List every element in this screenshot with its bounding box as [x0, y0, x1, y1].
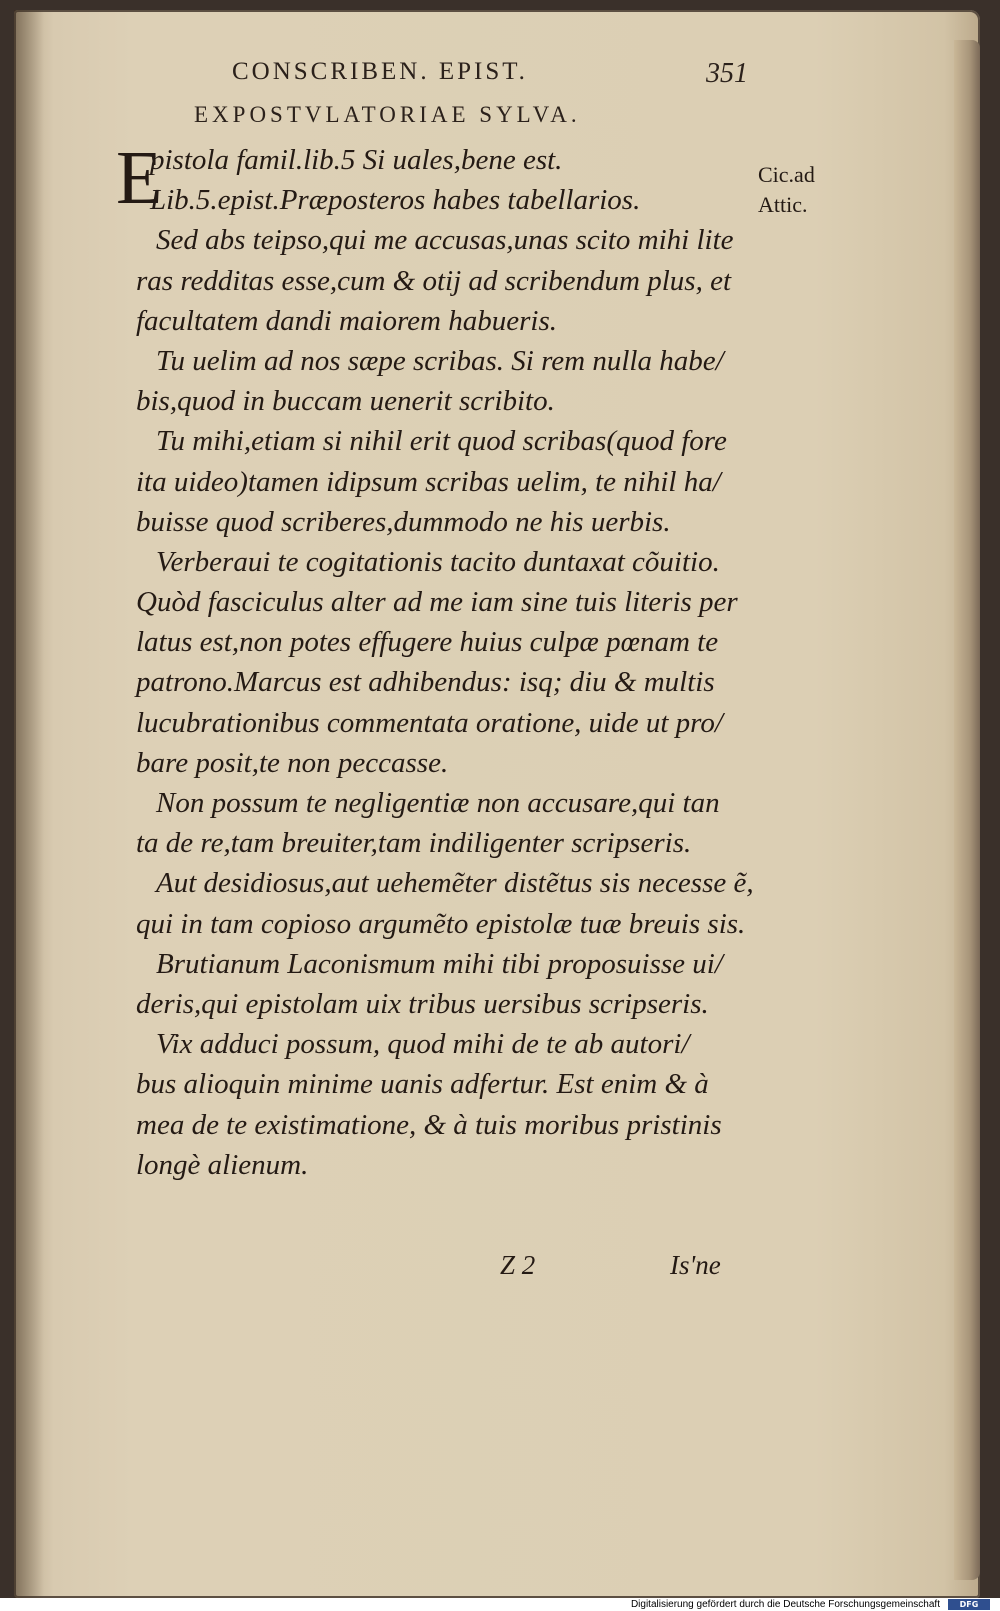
text-line: Sed abs teipso,qui me accusas,unas scito mihi lite — [156, 224, 734, 257]
text-line: bis,quod in buccam uenerit scribito. — [136, 385, 555, 418]
text-line: Brutianum Laconismum mihi tibi proposuisse ui/ — [156, 947, 723, 980]
body-text — [136, 140, 756, 1185]
text-line: latus est,non potes effugere huius culpæ pœnam te — [136, 626, 719, 659]
running-head: CONSCRIBEN. EPIST. — [232, 58, 528, 85]
text-line: ras redditas esse,cum & otij ad scribendum plus, et — [136, 264, 731, 297]
text-line: facultatem dandi maiorem habueris. — [136, 304, 557, 337]
text-line: Aut desidiosus,aut uehemẽter distẽtus sis necesse ẽ, — [156, 867, 754, 900]
digitization-footer — [0, 1598, 1000, 1611]
text-line: Quòd fasciculus alter ad me iam sine tuis literis per — [136, 586, 738, 619]
text-line: Vix adduci possum, quod mihi de te ab autori/ — [156, 1028, 690, 1061]
text-line: Non possum te negligentiæ non accusare,qui tan — [156, 787, 720, 819]
text-line: Lib.5.epist.Præposteros habes tabellarios. — [150, 184, 641, 217]
text-line: lucubrationibus commentata oratione, uide ut pro/ — [136, 706, 723, 739]
text-line: bare posit,te non peccasse. — [136, 746, 449, 779]
text-line: deris,qui epistolam uix tribus uersibus scripseris. — [136, 987, 709, 1020]
page-edge — [954, 40, 980, 1580]
folio-number: 351 — [706, 58, 748, 89]
text-line: pistola famil.lib.5 Si uales,bene est. — [150, 144, 563, 176]
signature-mark: Z 2 — [500, 1250, 536, 1280]
drop-initial: E — [116, 136, 163, 220]
text-line: Tu uelim ad nos sæpe scribas. Si rem nulla habe/ — [156, 344, 724, 377]
margin-note-line: Cic.ad — [758, 162, 815, 187]
text-line: longè alienum. — [136, 1148, 309, 1181]
text-line: patrono.Marcus est adhibendus: isq; diu & multis — [136, 666, 715, 699]
section-title: EXPOSTVLATORIAE SYLVA. — [194, 102, 581, 127]
dfg-logo: DFG — [948, 1599, 990, 1610]
text-line: ta de re,tam breuiter,tam indiligenter scripseris. — [136, 827, 692, 860]
text-line: bus alioquin minime uanis adfertur. Est enim & à — [136, 1068, 709, 1101]
margin-note — [758, 160, 838, 220]
catchword: Is'ne — [670, 1250, 721, 1280]
text-line: ita uideo)tamen idipsum scribas uelim, te nihil ha/ — [136, 465, 721, 498]
text-line: qui in tam copioso argumẽto epistolæ tuæ breuis sis. — [136, 907, 746, 940]
footer-credit: Digitalisierung gefördert durch die Deutsche Forschungsgemeinschaft — [630, 1599, 940, 1610]
page-foot — [500, 1250, 760, 1290]
text-line: Verberaui te cogitationis tacito duntaxat cõuitio. — [156, 545, 720, 578]
text-line: Tu mihi,etiam si nihil erit quod scribas(quod fore — [156, 425, 727, 458]
text-line: mea de te existimatione, & à tuis moribus pristinis — [136, 1108, 722, 1141]
text-line: buisse quod scriberes,dummodo ne his uerbis. — [136, 505, 671, 538]
gutter-shadow — [14, 10, 44, 1598]
margin-note-line: Attic. — [758, 192, 808, 217]
